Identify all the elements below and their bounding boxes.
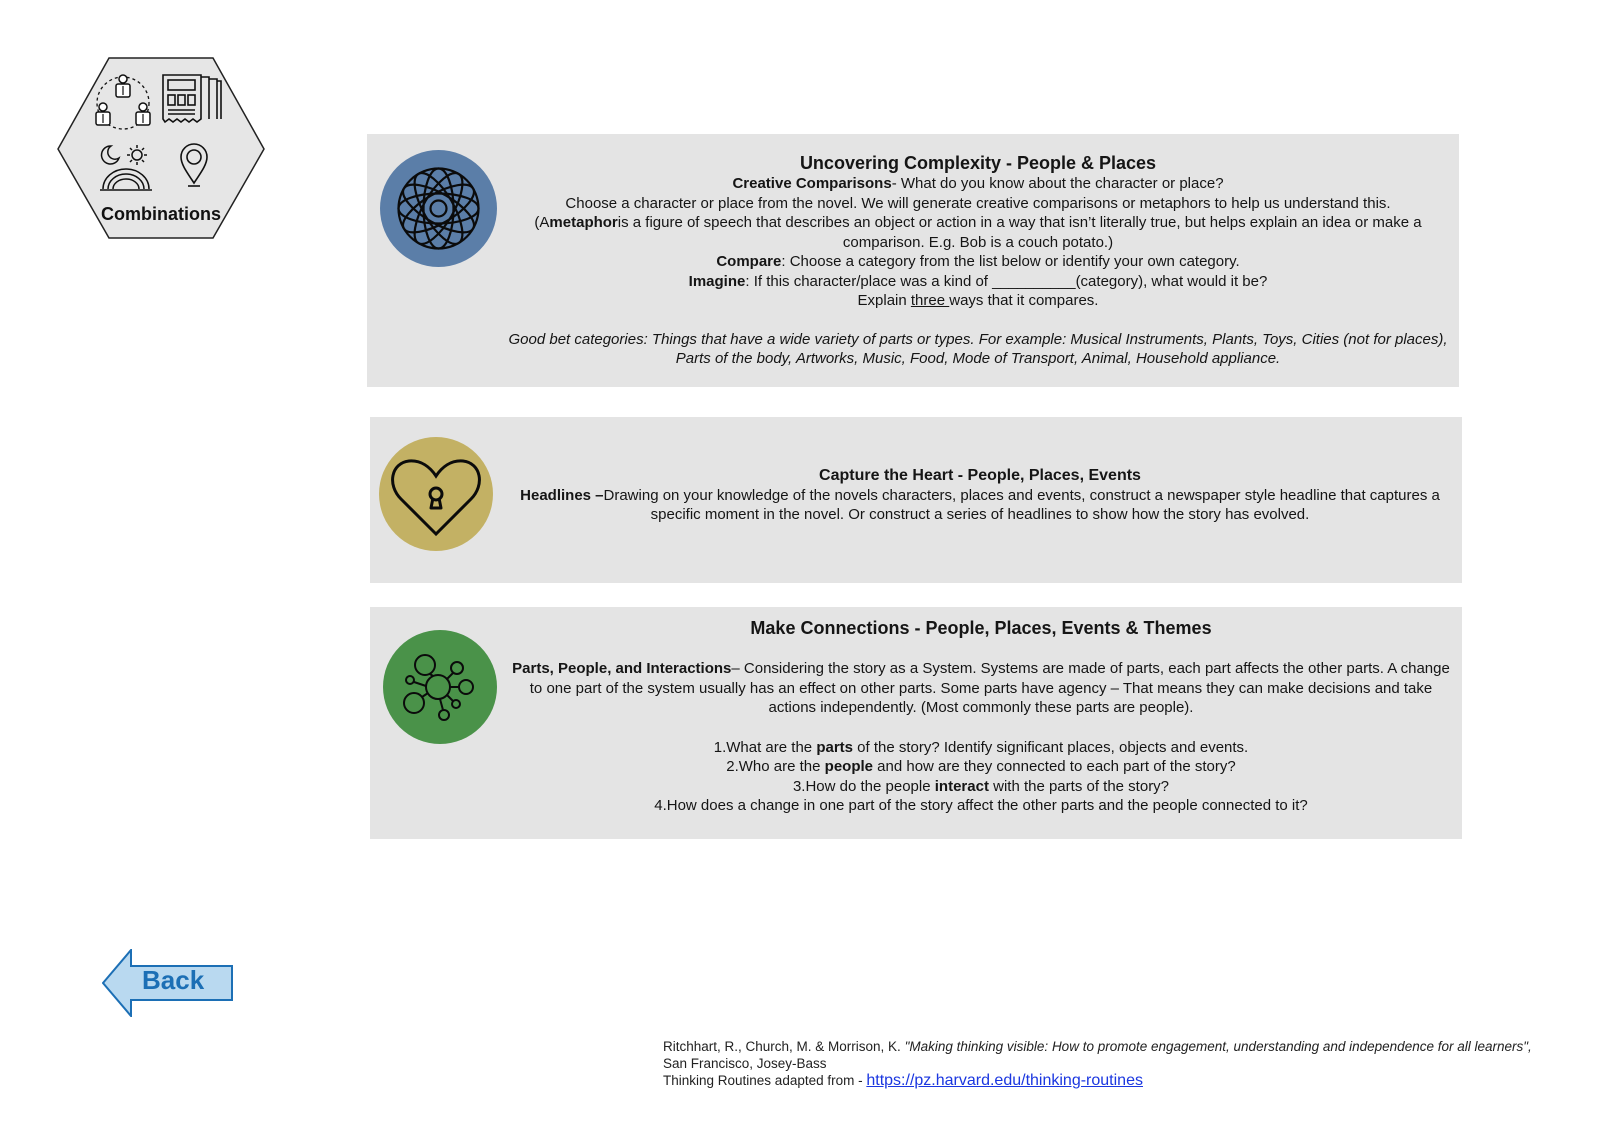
network-nodes-icon <box>383 630 497 744</box>
back-button[interactable] <box>102 949 234 1017</box>
citation: Ritchhart, R., Church, M. & Morrison, K. "Making thinking visible: How to promote engagement, understanding and independence for all learners", San Francisco, Josey-Bass <box>663 1039 1532 1071</box>
question-1: 1.What are the parts of the story? Identify significant places, objects and events. <box>713 738 1249 756</box>
reference-block <box>663 1038 1553 1089</box>
question-2: 2.Who are the people and how are they connected to each part of the story? <box>726 758 1236 775</box>
metaphor-definition: (Ametaphoris a figure of speech that describes an object or action in a way that isn’t literally true, but helps explain an idea or make a comparison. E.g. Bob is a couch potato.) <box>534 214 1422 251</box>
uncovering-title: Uncovering Complexity - People & Places <box>799 153 1157 173</box>
imagine-line: Imagine: If this character/place was a kind of __________(category), what would it be? <box>688 272 1268 290</box>
adapted-line: Thinking Routines adapted from - https://pz.harvard.edu/thinking-routines <box>663 1072 1143 1089</box>
compare-line: Compare: Choose a category from the list below or identify your own category. <box>716 253 1240 270</box>
uncovering-text <box>508 152 1448 369</box>
parts-people-interactions-body: Parts, People, and Interactions– Considering the story as a System. Systems are made of parts, each part affects the other parts. A change to one part of the system usually has an effect on other parts. Some parts have agency – That means they can make decisions and take actions independently. (Most commonly these parts are people). <box>512 660 1450 716</box>
question-3: 3.How do the people interact with the parts of the story? <box>792 777 1170 795</box>
heart-circle <box>379 437 493 551</box>
uncovering-intro: Choose a character or place from the novel. We will generate creative comparisons or metaphors to help us understand this. <box>565 194 1391 212</box>
people-circle-icon <box>93 71 153 133</box>
newspaper-icon <box>161 73 223 125</box>
question-4: 4.How does a change in one part of the story affect the other parts and the people connected to it? <box>654 797 1308 814</box>
headlines-body: Headlines –Drawing on your knowledge of the novels characters, places and events, construct a newspaper style headline that captures a specific moment in the novel. Or construct a series of headlines to show how the story has evolved. <box>520 486 1440 523</box>
heart-keyhole-icon <box>379 437 493 551</box>
capture-heart-title: Capture the Heart - People, Places, Events <box>819 467 1141 484</box>
categories-note: Good bet categories: Things that have a wide variety of parts or types. For example: Musical Instruments, Plants, Toys, Cities (not for places), Parts of the body, Artworks, Music, Food, Mode of Transport, Animal, Household appliance. <box>508 330 1448 367</box>
mandala-icon <box>380 150 497 267</box>
uncovering-circle <box>380 150 497 267</box>
day-night-rainbow-icon <box>99 143 153 193</box>
connections-circle <box>383 630 497 744</box>
combinations-hexagon[interactable] <box>57 57 265 241</box>
location-pin-icon <box>179 143 209 187</box>
make-connections-text <box>508 617 1454 816</box>
capture-heart-text <box>502 466 1458 525</box>
back-button-label: Back <box>142 965 205 995</box>
explain-line: Explain three ways that it compares. <box>857 292 1099 309</box>
creative-comparisons-line: Creative Comparisons- What do you know about the character or place? <box>732 175 1224 192</box>
hexagon-label: Combinations <box>101 204 221 224</box>
thinking-routines-link[interactable]: https://pz.harvard.edu/thinking-routines <box>866 1072 1143 1089</box>
make-connections-title: Make Connections - People, Places, Events & Themes <box>750 618 1212 638</box>
